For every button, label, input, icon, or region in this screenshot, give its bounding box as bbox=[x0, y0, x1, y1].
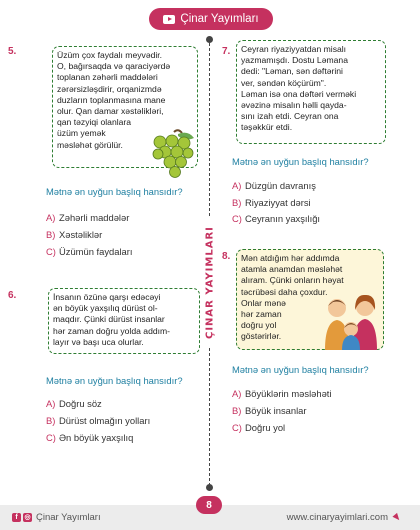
q5-option-a-text: Zəhərli maddələr bbox=[59, 212, 130, 223]
q5-number: 5. bbox=[8, 46, 17, 57]
q8-option-b-text: Böyük insanlar bbox=[245, 405, 307, 416]
header-brand-pill[interactable] bbox=[149, 8, 273, 30]
q5-option-a[interactable] bbox=[46, 212, 129, 223]
q6-passage: İnsanın özünə qarşı edəcəyi ən böyük yaxşılıq dürüst ol- maqdır. Çünki dürüst insanlar hər zaman doğru yolda addım- layır və başı uca olurlar. bbox=[48, 288, 200, 354]
q8-passage: Mən atdığım hər addımda atamla anamdan məsləhət alıram. Çünki onların həyat təcrübəsi daha çoxdur. Onlar mənə hər zaman doğru yol göstərirlər. bbox=[236, 249, 384, 350]
q7-option-b-text: Riyaziyyat dərsi bbox=[245, 197, 311, 208]
instagram-icon[interactable]: ◎ bbox=[24, 514, 31, 521]
q5-option-c[interactable] bbox=[46, 246, 132, 257]
q7-option-c-letter: C) bbox=[232, 213, 242, 224]
divider-top-dot bbox=[206, 36, 213, 43]
q7-option-a-text: Düzgün davranış bbox=[245, 180, 316, 191]
q7-option-c[interactable] bbox=[232, 213, 320, 224]
q6-option-b[interactable] bbox=[46, 415, 150, 426]
sidebar-brand-text: ÇINAR YAYIMLARI bbox=[203, 218, 217, 348]
q7-option-a-letter: A) bbox=[232, 180, 242, 191]
social-icons bbox=[12, 513, 32, 522]
q8-number: 8. bbox=[222, 251, 231, 262]
q6-option-a[interactable] bbox=[46, 398, 102, 409]
q6-option-c-letter: C) bbox=[46, 432, 56, 443]
q7-option-b[interactable] bbox=[232, 197, 311, 208]
q5-option-c-text: Üzümün faydaları bbox=[59, 246, 133, 257]
q5-option-a-letter: A) bbox=[46, 212, 56, 223]
family-illustration-icon bbox=[321, 292, 381, 350]
q7-option-b-letter: B) bbox=[232, 197, 242, 208]
q8-option-c-letter: C) bbox=[232, 422, 242, 433]
q8-option-c[interactable] bbox=[232, 422, 285, 433]
q6-option-a-text: Doğru söz bbox=[59, 398, 102, 409]
q7-option-c-text: Ceyranın yaxşılığı bbox=[245, 213, 321, 224]
q6-option-a-letter: A) bbox=[46, 398, 56, 409]
q7-option-a[interactable] bbox=[232, 180, 316, 191]
q6-prompt: Mətnə ən uyğun başlıq hansıdır? bbox=[46, 375, 183, 386]
q6-option-c[interactable] bbox=[46, 432, 133, 443]
divider-bottom-dot bbox=[206, 484, 213, 491]
q7-prompt: Mətnə ən uyğun başlıq hansıdır? bbox=[232, 156, 369, 167]
q8-prompt: Mətnə ən uyğun başlıq hansıdır? bbox=[232, 364, 369, 375]
q6-number: 6. bbox=[8, 290, 17, 301]
q8-option-b-letter: B) bbox=[232, 405, 242, 416]
cursor-icon bbox=[392, 513, 401, 522]
header-brand-label: Çinar Yayımları bbox=[180, 13, 259, 25]
q6-option-b-letter: B) bbox=[46, 415, 56, 426]
q7-number: 7. bbox=[222, 46, 231, 57]
q8-option-a[interactable] bbox=[232, 388, 332, 399]
q8-option-a-letter: A) bbox=[232, 388, 242, 399]
footer-brand: Çinar Yayımları bbox=[36, 512, 101, 523]
q5-passage: Üzüm çox faydalı meyvədir. O, bağırsaqda və qaraciyərdə toplanan zəhərli maddələri zərərsizləşdirir, orqanizmdə duzların toplanmasına mane olur. Qan damar xəstəlikləri, qan təzyiqi olanlara üzüm yemək məsləhət görülür. bbox=[52, 46, 198, 168]
q5-option-b-text: Xəstəliklər bbox=[59, 229, 103, 240]
q7-passage: Ceyran riyaziyyatdan misalı yazmamışdı. Dostu Ləmana dedi: "Ləman, sən dəftərini ver, səndən köçürüm". Ləman isə ona dəftəri verməki əvəzinə misalın həlli qayda- sını izah etdi. Ceyran ona təşəkkür etdi. bbox=[236, 40, 386, 144]
q6-option-c-text: Ən böyük yaxşılıq bbox=[59, 432, 134, 443]
q5-option-c-letter: C) bbox=[46, 246, 56, 257]
q8-option-b[interactable] bbox=[232, 405, 307, 416]
facebook-icon[interactable]: f bbox=[12, 513, 21, 522]
q5-prompt: Mətnə ən uyğun başlıq hansıdır? bbox=[46, 186, 183, 197]
page-number: 8 bbox=[196, 496, 222, 514]
youtube-icon bbox=[163, 15, 175, 24]
q5-option-b-letter: B) bbox=[46, 229, 56, 240]
q5-option-b[interactable] bbox=[46, 229, 102, 240]
q6-option-b-text: Dürüst olmağın yolları bbox=[59, 415, 151, 426]
q8-option-c-text: Doğru yol bbox=[245, 422, 286, 433]
q8-option-a-text: Böyüklərin məsləhəti bbox=[245, 388, 332, 399]
footer-url-link[interactable]: www.cinaryayimlari.com bbox=[286, 512, 388, 523]
grapes-icon bbox=[148, 128, 198, 180]
